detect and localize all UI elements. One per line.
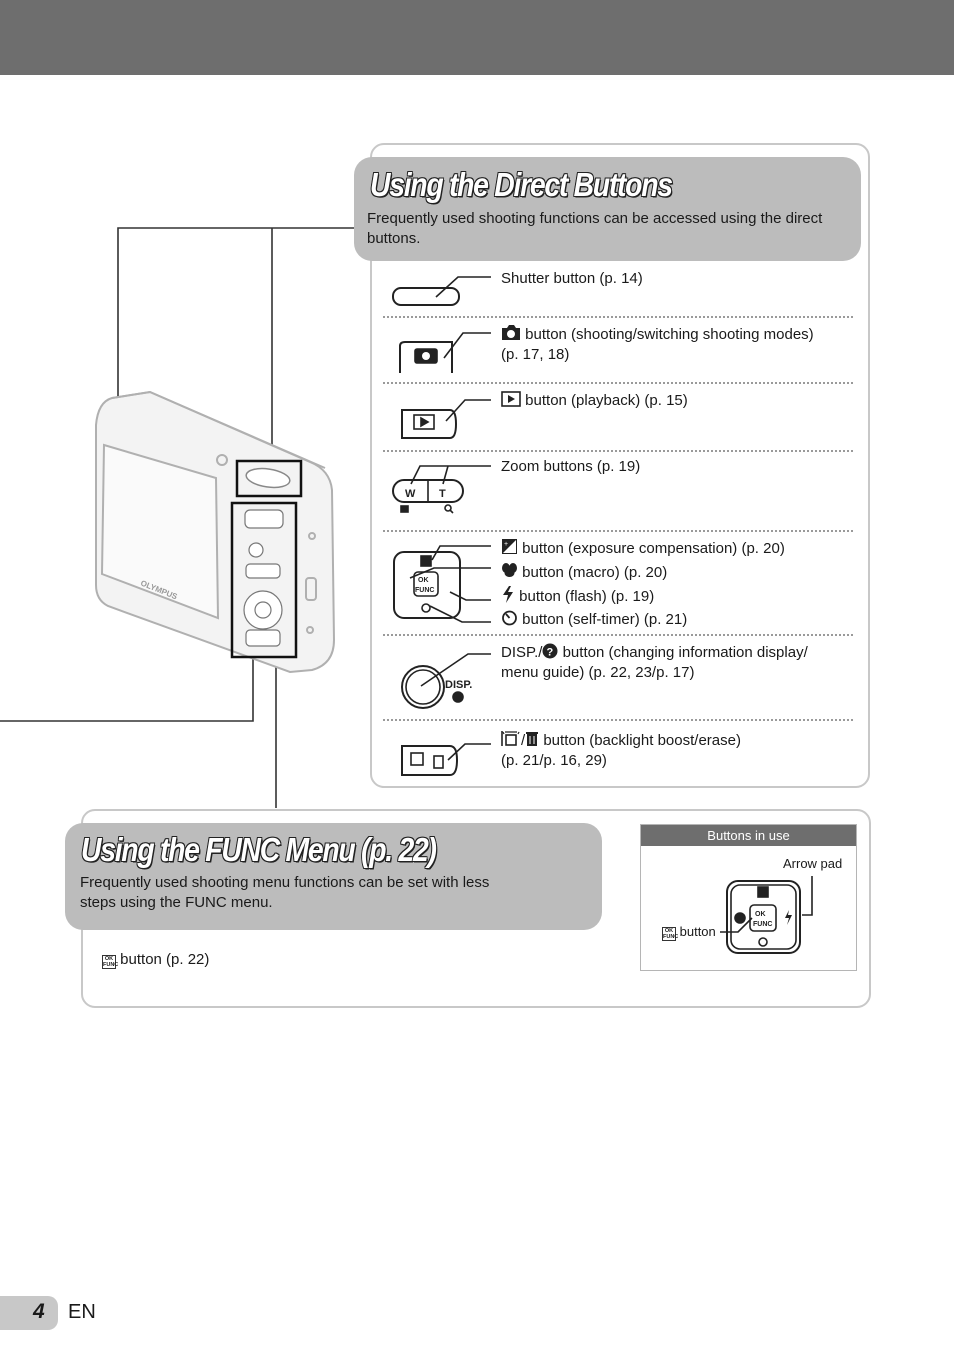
mini-func-label: FUNC — [753, 921, 773, 928]
ok-func-icon: OK FUNC — [103, 956, 119, 968]
disp-label-text: DISP. — [501, 644, 539, 661]
playback-button-text: button (playback) (p. 15) — [525, 392, 688, 409]
ok-label: OK — [418, 577, 429, 584]
func-menu-description: Frequently used shooting menu functions can be set with less steps using the FUNC menu. — [80, 874, 490, 911]
page-language: EN — [68, 1301, 96, 1323]
disp-button-pages: menu guide) (p. 22, 23/p. 17) — [501, 664, 695, 681]
direct-buttons-title: Using the Direct Buttons — [370, 166, 672, 203]
backlight-button-item: / button (backlight boost/erase) (p. 21/p. 16, 29) — [501, 732, 741, 769]
func-label: FUNC — [415, 587, 435, 594]
backlight-button-text: button (backlight boost/erase) — [543, 732, 741, 749]
arrow-pad-label: Arrow pad — [783, 856, 843, 871]
backlight-button-pages: (p. 21/p. 16, 29) — [501, 752, 607, 769]
svg-text:?: ? — [546, 646, 554, 659]
disp-label: DISP. — [445, 679, 473, 691]
zoom-tele-label: T — [439, 488, 446, 500]
ok-func-icon: OK FUNC — [663, 928, 679, 940]
button-label: button — [679, 924, 716, 939]
exposure-button-text: button (exposure compensation) (p. 20) — [522, 540, 785, 557]
shutter-button-item: Shutter button (p. 14) — [501, 270, 643, 287]
page-number: 4 — [33, 1300, 45, 1323]
shooting-button-pages: (p. 17, 18) — [501, 346, 570, 363]
direct-buttons-description: Frequently used shooting functions can be accessed using the direct buttons. — [367, 210, 823, 247]
disp-button-item: DISP./ ? button (changing information display/ menu guide) (p. 22, 23/p. 17) — [501, 644, 808, 681]
disp-button-text: button (changing information display/ — [562, 644, 808, 661]
selftimer-button-text: button (self-timer) (p. 21) — [522, 611, 688, 628]
shooting-button-text: button (shooting/switching shooting modes) — [525, 326, 814, 343]
macro-button-text: button (macro) (p. 20) — [522, 564, 668, 581]
svg-text:+: + — [504, 541, 509, 548]
page-number-tab — [0, 1296, 58, 1330]
zoom-buttons-item: Zoom buttons (p. 19) — [501, 458, 641, 475]
buttons-in-use-title: Buttons in use — [641, 825, 856, 846]
flash-button-text: button (flash) (p. 19) — [519, 588, 655, 605]
zoom-wide-label: W — [405, 488, 416, 500]
func-button-text: button (p. 22) — [120, 951, 210, 968]
mini-ok-label: OK — [755, 911, 766, 918]
func-menu-title: Using the FUNC Menu (p. 22) — [81, 831, 436, 868]
brand-label: OLYMPUS — [139, 578, 179, 602]
